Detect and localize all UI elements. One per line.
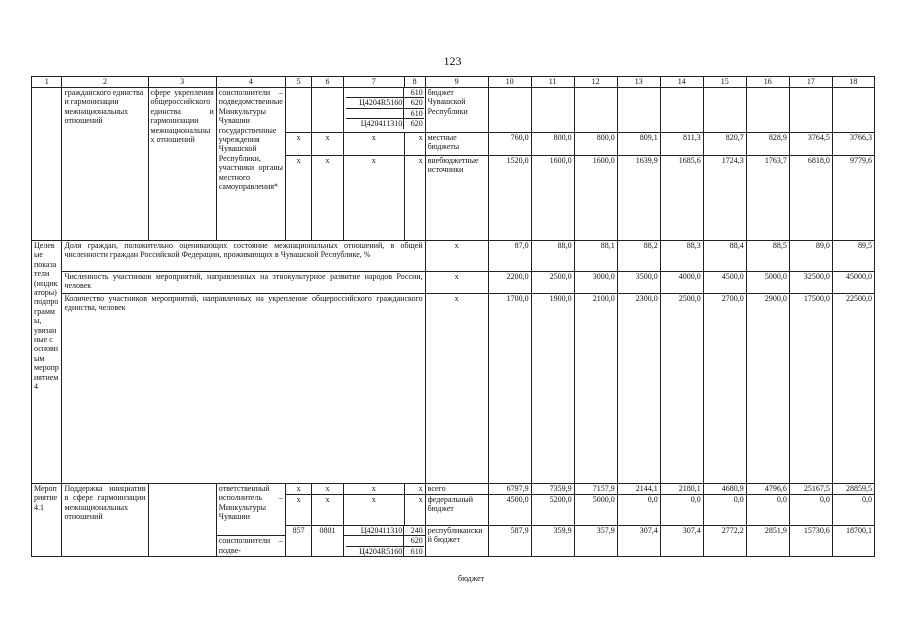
- value-cell: 820,7: [703, 133, 746, 156]
- value-cell: 0,0: [617, 495, 660, 526]
- value-cell: 4500,0: [488, 495, 531, 526]
- expense-type-code: 610: [404, 88, 424, 98]
- source-cell: всего: [425, 484, 488, 495]
- source-cell: внебюджетные источники: [425, 156, 488, 241]
- ministry-code: 857: [286, 526, 312, 557]
- value-cell: 809,1: [617, 133, 660, 156]
- value-cell: 0,0: [746, 495, 789, 526]
- header-cell: 10: [488, 77, 531, 88]
- ministry-code: x: [286, 495, 312, 526]
- indicator-text: Количество участников мероприятий, направленных на укрепление общероссийского гражданского единства, человек: [62, 294, 425, 484]
- source-cell: бюджет Чувашской Республики: [425, 88, 488, 133]
- executor-cell: ответственный исполнитель – Минкультуры Чувашии: [216, 484, 285, 536]
- code-subtable-cell: [343, 88, 425, 133]
- column-number-row: [32, 77, 875, 88]
- indicator-row: [32, 272, 875, 294]
- header-cell: 9: [425, 77, 488, 88]
- funding-row: [32, 484, 875, 495]
- value-cell: 1600,0: [531, 156, 574, 241]
- source-cell: республиканский бюджет: [425, 526, 488, 557]
- expense-type-code: 610: [404, 546, 424, 556]
- value-cell: 9779,6: [832, 156, 874, 241]
- value-cell: 88,2: [617, 241, 660, 272]
- header-cell: 16: [746, 77, 789, 88]
- header-cell: 1: [32, 77, 62, 88]
- value-cell: 2180,1: [660, 484, 703, 495]
- value-cell: 87,0: [488, 241, 531, 272]
- value-cell: 7157,9: [574, 484, 617, 495]
- empty-cell: [148, 484, 216, 557]
- target-code: Ц4204R5160: [346, 546, 404, 556]
- value-cell: 2200,0: [488, 272, 531, 294]
- value-cell: 88,4: [703, 241, 746, 272]
- ministry-code: x: [286, 484, 312, 495]
- value-cell: 1520,0: [488, 156, 531, 241]
- source-cell-continuation: бюджет: [458, 574, 485, 583]
- header-cell: 17: [789, 77, 832, 88]
- value-cell: 1900,0: [531, 294, 574, 484]
- continuation-row: [32, 88, 875, 133]
- header-cell: 3: [148, 77, 216, 88]
- empty-cell: [312, 88, 343, 133]
- indicator-row: [32, 294, 875, 484]
- expense-type-code: x: [404, 133, 425, 156]
- value-cell: 0,0: [832, 495, 874, 526]
- value-cell: 2500,0: [660, 294, 703, 484]
- value-cell: 811,3: [660, 133, 703, 156]
- header-cell: 12: [574, 77, 617, 88]
- value-cell: 7359,9: [531, 484, 574, 495]
- header-cell: 13: [617, 77, 660, 88]
- target-code: Ц420411310: [360, 526, 403, 535]
- value-cell: 3000,0: [574, 272, 617, 294]
- value-cell: 5000,0: [574, 495, 617, 526]
- expense-type-code: x: [404, 156, 425, 241]
- executor-cell: соисполнители – подведомственные Минкультуры Чувашии государственные учреждения Чувашской Республики, участники органы местного самоуправления*: [216, 88, 285, 241]
- section-code: x: [312, 484, 343, 495]
- goal-cell: сфере укрепления общероссийского единства и гармонизации межнациональных отношений: [148, 88, 216, 241]
- value-cell: 1639,9: [617, 156, 660, 241]
- value-cell: 0,0: [789, 495, 832, 526]
- value-cell: 359,9: [531, 526, 574, 557]
- header-cell: 18: [832, 77, 874, 88]
- value-cell: 0,0: [660, 495, 703, 526]
- indicator-unit-cell: x: [425, 272, 488, 294]
- header-cell: 2: [62, 77, 148, 88]
- budget-table: [31, 76, 875, 557]
- header-cell: 5: [286, 77, 312, 88]
- target-code: x: [343, 156, 404, 241]
- section-code: x: [312, 156, 343, 241]
- indicator-text: Численность участников мероприятий, направленных на этнокультурное развитие народов России, человек: [62, 272, 425, 294]
- code-subtable-cell: [343, 536, 425, 557]
- value-cell: 4796,6: [746, 484, 789, 495]
- code-subtable: [346, 526, 424, 535]
- value-cell: 18700,1: [832, 526, 874, 557]
- value-cell: 1600,0: [574, 156, 617, 241]
- value-cell: 25167,5: [789, 484, 832, 495]
- header-cell: 14: [660, 77, 703, 88]
- target-code: [346, 108, 404, 118]
- value-cell: 28859,5: [832, 484, 874, 495]
- value-cell: 2300,0: [617, 294, 660, 484]
- value-cell: 89,0: [789, 241, 832, 272]
- value-cell: 2144,1: [617, 484, 660, 495]
- indicator-text: Доля граждан, положительно оценивающих состояние межнациональных отношений, в общей численности граждан Российской Федерации, проживающих в Чувашской Республике, %: [62, 241, 425, 272]
- value-cell: 4000,0: [660, 272, 703, 294]
- section-code: x: [312, 133, 343, 156]
- value-cell: 4500,0: [703, 272, 746, 294]
- header-cell: 15: [703, 77, 746, 88]
- measure-name-cell: Поддержка инициатив в сфере гармонизации межнациональных отношений: [62, 484, 148, 557]
- ministry-code: x: [286, 133, 312, 156]
- value-cell: 2700,0: [703, 294, 746, 484]
- value-cell: 15730,6: [789, 526, 832, 557]
- value-cell: 2100,0: [574, 294, 617, 484]
- expense-type-code: x: [404, 495, 425, 526]
- event-name-cell: гражданского единства и гармонизации межнациональных отношений: [62, 88, 148, 241]
- header-cell: 7: [343, 77, 404, 88]
- header-cell: 8: [404, 77, 425, 88]
- value-cell: 2900,0: [746, 294, 789, 484]
- value-cell: 22500,0: [832, 294, 874, 484]
- value-cell: 1724,3: [703, 156, 746, 241]
- value-cell: 3764,5: [789, 133, 832, 156]
- value-cell: 828,9: [746, 133, 789, 156]
- ministry-code: x: [286, 156, 312, 241]
- value-cell: 88,5: [746, 241, 789, 272]
- target-code: Ц420411310: [346, 119, 404, 129]
- target-code: x: [343, 484, 404, 495]
- value-cell: 5200,0: [531, 495, 574, 526]
- value-cell: 0,0: [703, 495, 746, 526]
- expense-type-code: 240: [404, 526, 424, 535]
- expense-type-code: 620: [404, 98, 424, 108]
- value-cell: 307,4: [617, 526, 660, 557]
- executor-cell: соисполнители – подве-: [216, 536, 285, 557]
- value-cell: 587,9: [488, 526, 531, 557]
- expense-type-code: 610: [404, 108, 424, 118]
- source-cell: федеральный бюджет: [425, 495, 488, 526]
- source-cell: местные бюджеты: [425, 133, 488, 156]
- value-cell: 3500,0: [617, 272, 660, 294]
- value-cell: 45000,0: [832, 272, 874, 294]
- value-cell: 800,0: [531, 133, 574, 156]
- code-subtable: [346, 88, 424, 129]
- expense-type-code: 620: [404, 119, 424, 129]
- value-cell: 88,1: [574, 241, 617, 272]
- value-cell: 6818,0: [789, 156, 832, 241]
- indicator-unit-cell: x: [425, 294, 488, 484]
- target-code: [346, 536, 404, 546]
- value-cell: 6797,9: [488, 484, 531, 495]
- value-cell: 1685,6: [660, 156, 703, 241]
- header-cell: 11: [531, 77, 574, 88]
- value-cell: 307,4: [660, 526, 703, 557]
- target-code: x: [343, 133, 404, 156]
- expense-type-code: x: [404, 484, 425, 495]
- value-cell: 2851,9: [746, 526, 789, 557]
- expense-type-code: 620: [404, 536, 424, 546]
- value-cell: 89,5: [832, 241, 874, 272]
- value-cell: 800,0: [574, 133, 617, 156]
- section-code: x: [312, 495, 343, 526]
- indicator-row: [32, 241, 875, 272]
- code-subtable: [346, 536, 424, 556]
- value-cell: 88,3: [660, 241, 703, 272]
- value-cell: 2772,2: [703, 526, 746, 557]
- value-cell: 2500,0: [531, 272, 574, 294]
- value-cell: 32500,0: [789, 272, 832, 294]
- indicators-label-cell: Целевые показатели (индикаторы) подпрограммы, увязанные с основным мероприятием 4: [32, 241, 62, 484]
- value-cell: 5000,0: [746, 272, 789, 294]
- page-number: 123: [443, 54, 462, 68]
- value-cell: 3766,3: [832, 133, 874, 156]
- empty-cell: [32, 88, 62, 241]
- target-code: [346, 88, 404, 98]
- value-cell: 17500,0: [789, 294, 832, 484]
- indicator-unit-cell: x: [425, 241, 488, 272]
- value-cell: 357,9: [574, 526, 617, 557]
- value-cell: 4680,9: [703, 484, 746, 495]
- header-cell: 6: [312, 77, 343, 88]
- code-subtable-cell: [343, 526, 425, 536]
- value-cell: 1763,7: [746, 156, 789, 241]
- target-code: Ц4204R5160: [346, 98, 404, 108]
- value-cell: 1700,0: [488, 294, 531, 484]
- target-code: x: [343, 495, 404, 526]
- measure-number-cell: Мероприятие 4.1: [32, 484, 62, 557]
- value-cell: 88,0: [531, 241, 574, 272]
- header-cell: 4: [216, 77, 285, 88]
- empty-cell: [286, 88, 312, 133]
- value-cell: 760,0: [488, 133, 531, 156]
- section-code: 0801: [312, 526, 343, 557]
